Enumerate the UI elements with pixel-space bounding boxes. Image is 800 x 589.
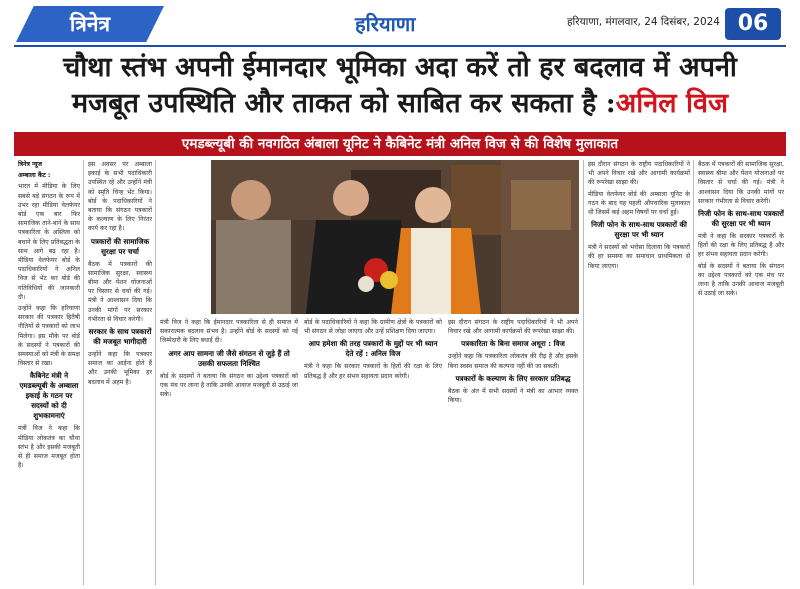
subheading: आप हमेशा की तरह पत्रकारों के मुद्दों पर भी ध्यान देते रहें : अनिल विज — [308, 339, 438, 359]
subheading: सरकार के साथ पत्रकारों की मजबूत भागीदारी — [88, 327, 152, 347]
paragraph: बैठक में पत्रकारों की सामाजिक सुरक्षा, स्वास्थ्य बीमा और पेंशन योजनाओं पर विस्तार से चर्चा की गई। मंत्री ने आश्वासन दिया कि उनकी मांगों पर सरकार गंभीरता से विचार करेगी। — [88, 260, 152, 323]
article-column-2 — [88, 160, 152, 585]
paragraph: मंत्री विज ने कहा कि मीडिया लोकतंत्र का चौथा स्तंभ है और इसकी मजबूती से ही समाज मजबूत होता है। — [18, 425, 80, 470]
paragraph: बोर्ड के पदाधिकारियों ने कहा कि ग्रामीण क्षेत्रों के पत्रकारों को भी संगठन से जोड़ा जाएगा और उन्हें प्रशिक्षण दिया जाएगा। — [304, 319, 442, 336]
headline-line-2-main: मजबूत उपस्थिति और ताकत को साबित कर सकता है : — [71, 88, 616, 119]
paragraph: मंत्री ने कहा कि सरकार पत्रकारों के हितों की रक्षा के लिए प्रतिबद्ध है और हर संभव सहायता प्रदान करेगी। — [698, 233, 784, 259]
article-column-6 — [588, 160, 690, 585]
brand-logo — [16, 6, 164, 42]
subheading: कैबिनेट मंत्री ने एमडब्ल्यूबी के अम्बाला इकाई के गठन पर सदस्यों को दी शुभकामनाएं — [19, 371, 79, 421]
headline-line-2 — [14, 86, 786, 122]
masthead — [0, 0, 800, 46]
article-column-7 — [698, 160, 784, 585]
section-name: हरियाणा — [355, 12, 416, 36]
byline: त्रिनेत्र न्यूज — [18, 161, 43, 168]
news-photo — [211, 160, 579, 314]
paragraph: मंत्री विज ने कहा कि ईमानदार पत्रकारिता से ही समाज में सकारात्मक बदलाव संभव है। उन्होंने बोर्ड के सदस्यों को नई जिम्मेदारी के लिए बधाई दी। — [160, 319, 298, 345]
paragraph: बैठक में पत्रकारों की सामाजिक सुरक्षा, स्वास्थ्य बीमा और पेंशन योजनाओं पर विस्तार से चर्चा की गई। मंत्री ने आश्वासन दिया कि उनकी मांगों पर सरकार गंभीरता से विचार करेगी। — [698, 161, 784, 205]
subheadline-banner: एमडब्ल्यूबी की नवगठित अंबाला यूनिट ने कैबिनेट मंत्री अनिल विज से की विशेष मुलाकात — [14, 132, 786, 156]
paragraph: बैठक के अंत में सभी सदस्यों ने मंत्री का आभार व्यक्त किया। — [448, 387, 578, 405]
dateline: हरियाणा, मंगलवार, 24 दिसंबर, 2024 — [566, 16, 720, 28]
headline — [14, 50, 786, 122]
subheading: निजी फोन के साथ-साथ पत्रकारों की सुरक्षा पर भी ध्यान — [698, 209, 784, 229]
paragraph: मीडिया वेलफेयर बोर्ड की अम्बाला यूनिट के गठन के बाद यह पहली औपचारिक मुलाकात थी जिसमें कई अहम विषयों पर चर्चा हुई। — [588, 190, 690, 217]
column-rule — [583, 160, 584, 585]
page-number: 06 — [725, 8, 781, 40]
dateline-place: अम्बाला कैंट : — [18, 172, 51, 180]
paragraph: भारत में मीडिया के लिए सबसे बड़े संगठन के रूप में उभर रहा मीडिया वेलफेयर बोर्ड एक बार फिर सामाजिक ताने-बाने के साथ पत्रकारिता के अस्तित्व को बचाने के लिए प्रतिबद्धता के साथ आगे बढ़ रहा है। मीडिया वेलफेयर बोर्ड के पदाधिकारियों ने अनिल विज से भेंट कर बोर्ड की गतिविधियों की जानकारी दी। — [18, 183, 80, 301]
paragraph: इस अवसर पर अम्बाला इकाई के सभी पदाधिकारी उपस्थित रहे और उन्होंने मंत्री को स्मृति चिन्ह भेंट किया। बोर्ड के पदाधिकारियों ने बताया कि संगठन पत्रकारों के कल्याण के लिए निरंतर कार्य कर रहा है। — [88, 161, 152, 233]
paragraph: बोर्ड के सदस्यों ने बताया कि संगठन का उद्देश्य पत्रकारों को एक मंच पर लाना है ताकि उनकी आवाज मजबूती से उठाई जा सके। — [698, 262, 784, 298]
subheading: निजी फोन के साथ-साथ पत्रकारों की सुरक्षा पर भी ध्यान — [591, 220, 687, 240]
paragraph: मंत्री ने सदस्यों को भरोसा दिलाया कि पत्रकारों की हर समस्या का समाधान प्राथमिकता से किया जाएगा। — [588, 244, 690, 270]
article-column-4 — [304, 318, 442, 585]
brand-name: त्रिनेत्र — [69, 12, 111, 36]
paragraph: उन्होंने कहा कि हरियाणा सरकार की पत्रकार हितैषी नीतियों से पत्रकारों को लाभ मिलेगा। इस मौके पर बोर्ड के सदस्यों ने पत्रकारों की समस्याओं को मंत्री के समक्ष विस्तार से रखा। — [18, 305, 80, 368]
subheading: पत्रकारिता के बिना समाज अधूरा : विज — [461, 339, 565, 349]
paragraph: उन्होंने कहा कि पत्रकारिता लोकतंत्र की रीढ़ है और इसके बिना स्वस्थ समाज की कल्पना नहीं की जा सकती। — [448, 353, 578, 370]
masthead-rule — [14, 45, 786, 47]
paragraph: इस दौरान संगठन के राष्ट्रीय पदाधिकारियों ने भी अपने विचार रखे और आगामी कार्यक्रमों की रूपरेखा साझा की। — [588, 161, 690, 187]
paragraph: मंत्री ने कहा कि सरकार पत्रकारों के हितों की रक्षा के लिए प्रतिबद्ध है और हर संभव सहायता प्रदान करेगी। — [304, 363, 442, 380]
column-rule — [83, 160, 84, 585]
article-column-1 — [18, 160, 80, 585]
headline-line-1: चौथा स्तंभ अपनी ईमानदार भूमिका अदा करें तो हर बदलाव में अपनी — [63, 52, 737, 83]
news-photo-illustration — [211, 160, 579, 314]
headline-accent: अनिल विज — [615, 88, 729, 119]
article-column-5 — [448, 318, 578, 585]
subheading: पत्रकारों की सामाजिक सुरक्षा पर चर्चा — [90, 236, 150, 256]
subheading: अगर आप सामना जी जैसे संगठन से जुड़े हैं तो उसकी सफलता निश्चित — [168, 348, 290, 368]
article-column-3 — [160, 318, 298, 585]
paragraph: इस दौरान संगठन के राष्ट्रीय पदाधिकारियों ने भी अपने विचार रखे और आगामी कार्यक्रमों की रूपरेखा साझा की। — [448, 319, 578, 336]
column-rule — [693, 160, 694, 585]
subheading: पत्रकारों के कल्याण के लिए सरकार प्रतिबद्ध — [455, 373, 571, 383]
paragraph: बोर्ड के सदस्यों ने बताया कि संगठन का उद्देश्य पत्रकारों को एक मंच पर लाना है ताकि उनकी आवाज मजबूती से उठाई जा सके। — [160, 372, 298, 399]
column-rule — [155, 160, 156, 585]
paragraph: उन्होंने कहा कि पत्रकार समाज का आईना होते हैं और उनकी भूमिका हर बदलाव में अहम है। — [88, 351, 152, 386]
